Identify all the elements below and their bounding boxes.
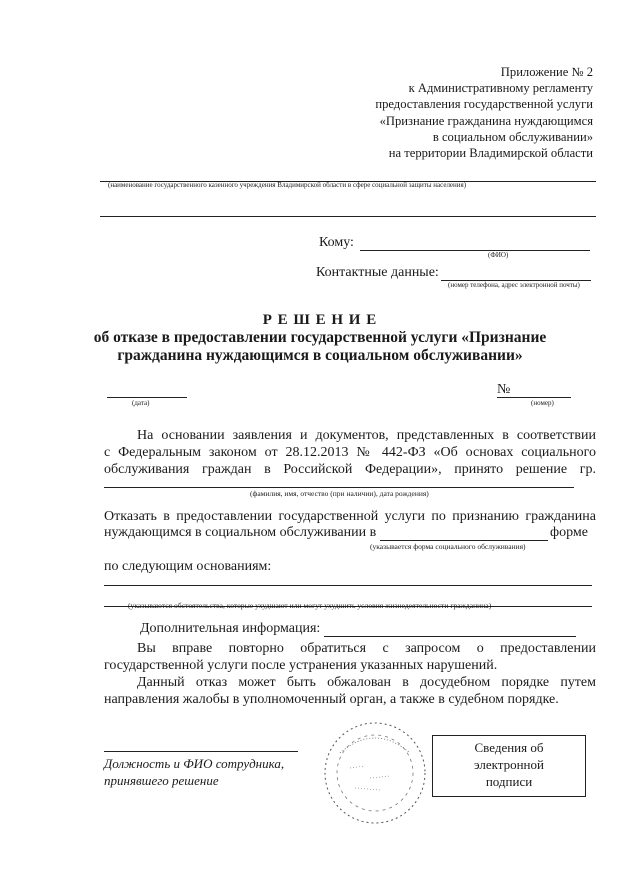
annex-block: [375, 64, 593, 161]
seal-stamp: [320, 718, 430, 828]
basis-paragraph: [104, 427, 596, 478]
basis-line-3: обслуживания граждан в Российской Федерации», принято решение гр.: [104, 462, 596, 477]
applicant-caption: (фамилия, имя, отчество (при наличии), дата рождения): [250, 489, 429, 498]
refusal-paragraph: [104, 508, 596, 525]
fio-caption: (ФИО): [488, 251, 509, 259]
appeal-line-2: направления жалобы в уполномоченный орган, а также в судебном порядке.: [104, 692, 559, 707]
annex-line-6: на территории Владимирской области: [388, 146, 593, 161]
additional-label: Дополнительная информация:: [140, 621, 321, 636]
document-subtitle-1: об отказе в предоставлении государственной услуги «Признание: [93, 329, 547, 346]
annex-line-3: предоставления государственной услуги: [375, 97, 593, 112]
service-form-field[interactable]: [380, 540, 548, 541]
annex-line-2: к Административному регламенту: [408, 81, 593, 96]
electronic-signature-box: [432, 735, 586, 797]
additional-field[interactable]: [324, 636, 576, 637]
grounds-caption: (указываются обстоятельства, которые ухудшают или могут ухудшить условия жизнедеятельности гражданина): [128, 601, 492, 610]
institution-caption: (наименование государственного казенного учреждения Владимирской области в сфере социальной защиты населения): [108, 181, 467, 189]
contacts-caption: (номер телефона, адрес электронной почты): [448, 281, 580, 289]
annex-line-4: «Признание гражданина нуждающимся: [379, 113, 593, 128]
rights-line-2: государственной услуги после устранения указанных нарушений.: [104, 658, 498, 673]
refusal-line-1: Отказать в предоставлении государственной услуги по признанию гражданина: [104, 509, 596, 524]
appeal-line-1: Данный отказ может быть обжалован в досудебном порядке путем: [137, 675, 596, 690]
refusal-line-2a: нуждающимся в социальном обслуживании в: [104, 525, 377, 540]
form-caption: (указывается форма социального обслуживания): [370, 542, 526, 551]
applicant-field[interactable]: [104, 487, 574, 488]
to-field[interactable]: [360, 250, 590, 251]
number-caption: (номер): [531, 399, 554, 407]
refusal-line-2b: форме: [550, 525, 588, 540]
basis-line-1: На основании заявления и документов, представленных в соответствии: [137, 428, 596, 443]
esign-line-2: электронной: [474, 757, 544, 772]
position-caption-line-1: Должность и ФИО сотрудника,: [104, 756, 285, 771]
annex-line-1: Приложение № 2: [500, 65, 593, 79]
date-caption: (дата): [132, 399, 150, 407]
to-label: Кому:: [319, 235, 354, 250]
number-field[interactable]: [497, 397, 571, 398]
grounds-label: по следующим основаниям:: [104, 559, 272, 574]
signature-line[interactable]: [104, 751, 298, 752]
date-field[interactable]: [107, 397, 187, 398]
esign-line-1: Сведения об: [474, 740, 544, 755]
document-subtitle-2: гражданина нуждающимся в социальном обслуживании»: [117, 347, 523, 364]
rights-line-1: Вы вправе повторно обратиться с запросом о предоставлении: [137, 641, 596, 656]
document-title: Р Е Ш Е Н И Е: [262, 312, 378, 328]
position-caption: [104, 755, 284, 789]
grounds-field-1[interactable]: [104, 585, 592, 586]
institution-line-2[interactable]: [100, 216, 596, 217]
number-sign: №: [497, 382, 511, 397]
position-caption-line-2: принявшего решение: [104, 773, 219, 788]
rights-paragraph: [104, 640, 596, 708]
annex-line-5: в социальном обслуживании»: [432, 129, 593, 144]
contacts-label: Контактные данные:: [316, 265, 439, 280]
basis-line-2: с Федеральным законом от 28.12.2013 № 442-ФЗ «Об основах социального: [104, 445, 596, 460]
esign-line-3: подписи: [485, 774, 533, 789]
